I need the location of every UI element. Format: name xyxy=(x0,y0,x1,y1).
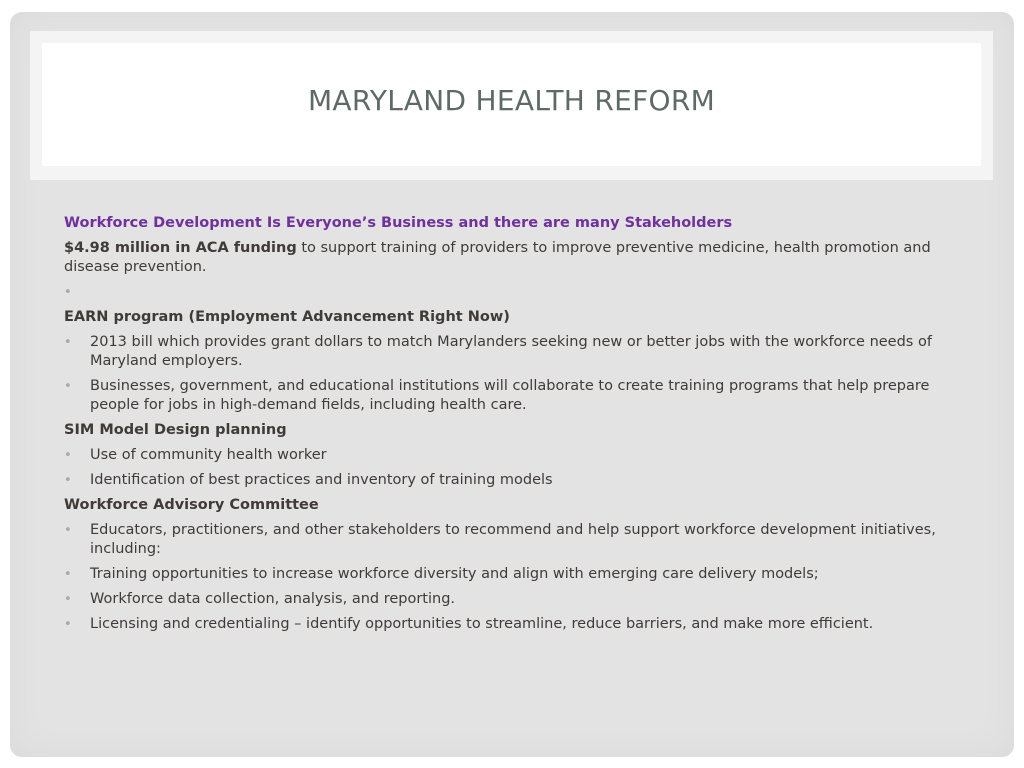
slide-content xyxy=(64,214,964,640)
list-item-text: Use of community health worker xyxy=(90,447,327,463)
list-item xyxy=(64,565,964,584)
funding-description: to support training of providers to improve preventive medicine, health promotion and disease prevention. xyxy=(64,240,931,275)
list-item xyxy=(64,333,964,371)
list-item-text: Identification of best practices and inventory of training models xyxy=(90,472,553,488)
section-heading-sim: SIM Model Design planning xyxy=(64,422,287,438)
list-item xyxy=(64,590,964,609)
list-item xyxy=(64,446,964,465)
empty-bullet xyxy=(64,283,964,302)
slide-title: MARYLAND HEALTH REFORM xyxy=(307,84,716,117)
bullet-icon: • xyxy=(64,523,72,538)
funding-amount: $4.98 million in ACA funding xyxy=(64,240,297,256)
bullet-icon: • xyxy=(64,473,72,488)
list-item xyxy=(64,377,964,415)
title-panel xyxy=(42,43,981,166)
bullet-icon: • xyxy=(64,592,72,607)
list-item xyxy=(64,521,964,559)
bullet-icon: • xyxy=(64,567,72,582)
list-item-text: Training opportunities to increase workforce diversity and align with emerging care delivery models; xyxy=(90,566,819,582)
list-item-text: 2013 bill which provides grant dollars to match Marylanders seeking new or better jobs with the workforce needs of Maryland employers. xyxy=(90,334,932,369)
list-item xyxy=(64,471,964,490)
section-heading-advisory: Workforce Advisory Committee xyxy=(64,497,319,513)
list-item xyxy=(64,615,964,634)
bullet-icon: • xyxy=(64,285,72,300)
list-item-text: Workforce data collection, analysis, and reporting. xyxy=(90,591,456,607)
bullet-icon: • xyxy=(64,335,72,350)
list-item-text: Licensing and credentialing – identify opportunities to streamline, reduce barriers, and make more efficient. xyxy=(90,616,874,632)
section-heading-earn: EARN program (Employment Advancement Right Now) xyxy=(64,309,510,325)
list-item-text: Educators, practitioners, and other stakeholders to recommend and help support workforce development initiatives, including: xyxy=(90,522,936,557)
title-frame xyxy=(30,31,993,180)
bullet-icon: • xyxy=(64,448,72,463)
stakeholders-heading: Workforce Development Is Everyone’s Business and there are many Stakeholders xyxy=(64,215,733,231)
list-item-text: Businesses, government, and educational institutions will collaborate to create training programs that help prepare people for jobs in high-demand fields, including health care. xyxy=(90,378,930,413)
bullet-icon: • xyxy=(64,617,72,632)
bullet-icon: • xyxy=(64,379,72,394)
funding-paragraph xyxy=(64,239,964,277)
